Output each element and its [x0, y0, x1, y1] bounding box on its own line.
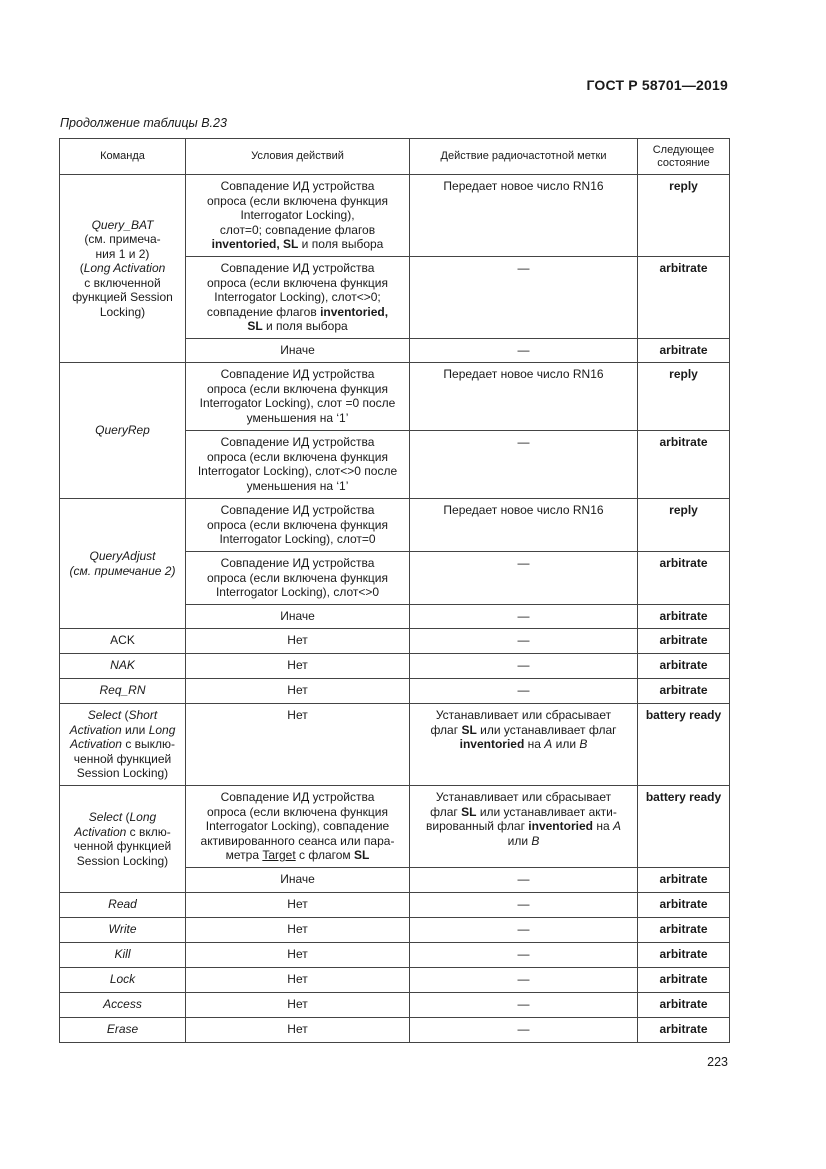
condition-cell: Совпадение ИД устройства опроса (если включена функция Interrogator Locking), слот<>0: [186, 552, 410, 605]
action-cell: —: [410, 943, 638, 968]
command-cell: Req_RN: [60, 679, 186, 704]
action-cell: —: [410, 893, 638, 918]
condition-cell: Совпадение ИД устройства опроса (если включена функция Interrogator Locking), слот =0 после уменьшения на ‘1’: [186, 363, 410, 431]
condition-cell: Нет: [186, 893, 410, 918]
table-row: [60, 363, 730, 431]
action-cell: —: [410, 968, 638, 993]
command-cell: Read: [60, 893, 186, 918]
condition-cell: Нет: [186, 993, 410, 1018]
command-cell: ACK: [60, 629, 186, 654]
condition-cell: Нет: [186, 704, 410, 786]
next-state-cell: arbitrate: [638, 257, 730, 339]
action-cell: —: [410, 605, 638, 629]
command-cell: QueryAdjust (см. примечание 2): [60, 499, 186, 629]
table-row: [60, 679, 730, 704]
command-cell: NAK: [60, 654, 186, 679]
command-cell: Erase: [60, 1018, 186, 1043]
condition-cell: Нет: [186, 679, 410, 704]
condition-cell: Совпадение ИД устройства опроса (если включена функция Interrogator Locking), слот=0: [186, 499, 410, 552]
table-row: [60, 786, 730, 868]
column-header-command: Команда: [60, 139, 186, 175]
next-state-cell: arbitrate: [638, 629, 730, 654]
next-state-cell: reply: [638, 363, 730, 431]
table-row: [60, 499, 730, 552]
action-cell: —: [410, 339, 638, 363]
next-state-cell: arbitrate: [638, 654, 730, 679]
condition-cell: Совпадение ИД устройства опроса (если включена функция Interrogator Locking), слот<>0; совпадение флагов inventoried, SL и поля выбора: [186, 257, 410, 339]
condition-cell: Совпадение ИД устройства опроса (если включена функция Interrogator Locking), совпадение активированного сеанса или пара- метра Target с флагом SL: [186, 786, 410, 868]
table-row: [60, 175, 730, 257]
condition-cell: Совпадение ИД устройства опроса (если включена функция Interrogator Locking), слот=0; совпадение флагов inventoried, SL и поля выбора: [186, 175, 410, 257]
next-state-cell: arbitrate: [638, 431, 730, 499]
command-cell: Query_BAT (см. примеча- ния 1 и 2) (Long Activation с включенной функцией Session Locking): [60, 175, 186, 363]
action-cell: —: [410, 918, 638, 943]
column-header-conditions: Условия действий: [186, 139, 410, 175]
next-state-cell: arbitrate: [638, 943, 730, 968]
table-row: [60, 993, 730, 1018]
table-caption: Продолжение таблицы В.23: [60, 116, 227, 130]
page-number: 223: [707, 1055, 728, 1069]
action-cell: —: [410, 629, 638, 654]
action-cell: —: [410, 993, 638, 1018]
condition-cell: Нет: [186, 918, 410, 943]
action-cell: —: [410, 431, 638, 499]
command-cell: Kill: [60, 943, 186, 968]
table-row: [60, 893, 730, 918]
next-state-cell: arbitrate: [638, 968, 730, 993]
action-cell: —: [410, 552, 638, 605]
next-state-cell: arbitrate: [638, 993, 730, 1018]
next-state-cell: battery ready: [638, 786, 730, 868]
action-cell: Передает новое число RN16: [410, 175, 638, 257]
next-state-cell: arbitrate: [638, 1018, 730, 1043]
action-cell: —: [410, 1018, 638, 1043]
table-row: [60, 968, 730, 993]
next-state-cell: arbitrate: [638, 868, 730, 893]
action-cell: —: [410, 257, 638, 339]
next-state-cell: arbitrate: [638, 605, 730, 629]
table-row: [60, 654, 730, 679]
condition-cell: Иначе: [186, 868, 410, 893]
table-row: [60, 629, 730, 654]
condition-cell: Нет: [186, 943, 410, 968]
action-cell: —: [410, 654, 638, 679]
next-state-cell: reply: [638, 499, 730, 552]
command-cell: Access: [60, 993, 186, 1018]
next-state-cell: arbitrate: [638, 893, 730, 918]
action-cell: —: [410, 868, 638, 893]
action-cell: Передает новое число RN16: [410, 499, 638, 552]
next-state-cell: arbitrate: [638, 918, 730, 943]
table-row: [60, 704, 730, 786]
table-row: [60, 943, 730, 968]
next-state-cell: battery ready: [638, 704, 730, 786]
column-header-tag-action: Действие радиочастотной метки: [410, 139, 638, 175]
next-state-cell: arbitrate: [638, 339, 730, 363]
state-transition-table: [59, 138, 730, 1043]
document-id: ГОСТ Р 58701—2019: [586, 77, 728, 93]
condition-cell: Нет: [186, 654, 410, 679]
column-header-next-state: Следующее состояние: [638, 139, 730, 175]
action-cell: Передает новое число RN16: [410, 363, 638, 431]
condition-cell: Совпадение ИД устройства опроса (если включена функция Interrogator Locking), слот<>0 после уменьшения на ‘1’: [186, 431, 410, 499]
action-cell: —: [410, 679, 638, 704]
next-state-cell: arbitrate: [638, 552, 730, 605]
condition-cell: Нет: [186, 629, 410, 654]
command-cell: QueryRep: [60, 363, 186, 499]
action-cell: Устанавливает или сбрасывает флаг SL или устанавливает флаг inventoried на A или B: [410, 704, 638, 786]
table-header-row: [60, 139, 730, 175]
command-cell: Select (Short Activation или Long Activation с выклю- ченной функцией Session Locking): [60, 704, 186, 786]
condition-cell: Нет: [186, 968, 410, 993]
action-cell: Устанавливает или сбрасывает флаг SL или устанавливает акти- вированный флаг inventoried на A или B: [410, 786, 638, 868]
condition-cell: Иначе: [186, 605, 410, 629]
table-row: [60, 918, 730, 943]
command-cell: Write: [60, 918, 186, 943]
command-cell: Select (Long Activation с вклю- ченной функцией Session Locking): [60, 786, 186, 893]
table-row: [60, 1018, 730, 1043]
next-state-cell: arbitrate: [638, 679, 730, 704]
next-state-cell: reply: [638, 175, 730, 257]
condition-cell: Нет: [186, 1018, 410, 1043]
command-cell: Lock: [60, 968, 186, 993]
condition-cell: Иначе: [186, 339, 410, 363]
